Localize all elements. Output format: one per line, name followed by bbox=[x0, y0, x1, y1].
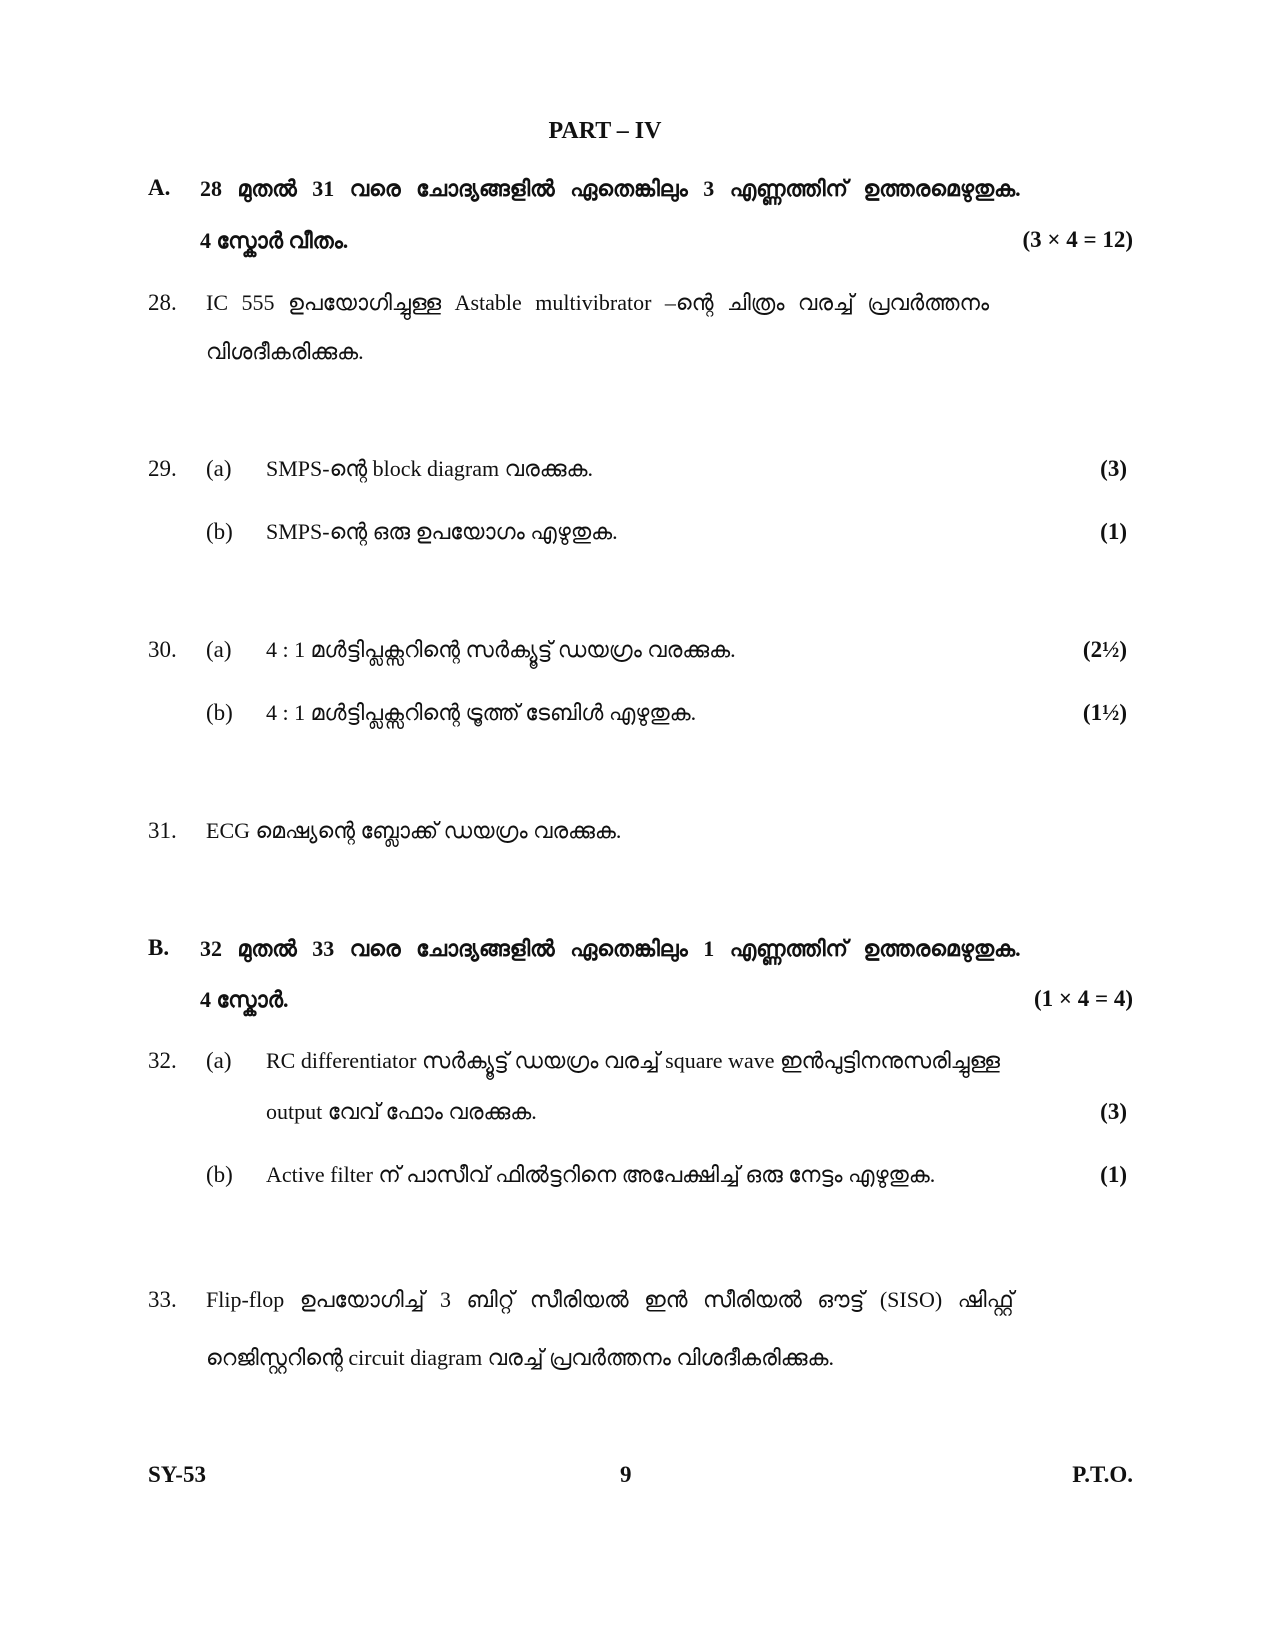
subpart-text-a-line1: RC differentiator സർക്യൂട്ട് ഡയഗ്രം വരച്ച് square wave ഇൻപുട്ടിനനുസരിച്ചുള്ള bbox=[266, 1048, 1000, 1073]
subpart-label-b: (b) bbox=[206, 519, 233, 544]
subpart-text-b: 4 : 1 മൾട്ടിപ്ലക്സറിന്റെ ട്രൂത്ത് ടേബിൾ എഴുതുക. bbox=[266, 700, 697, 725]
section-a-score-text: 4 സ്കോർ വീതം. bbox=[200, 228, 349, 253]
question-number: 28. bbox=[148, 290, 177, 315]
subpart-mark-a: (2½) bbox=[1082, 637, 1127, 662]
subpart-label-b: (b) bbox=[206, 700, 233, 725]
subpart-text-b: SMPS-ന്റെ ഒരു ഉപയോഗം എഴുതുക. bbox=[266, 519, 618, 544]
question-text-line1: IC 555 ഉപയോഗിച്ചുള്ള Astable multivibrator –ന്റെ ചിത്രം വരച്ച് പ്രവർത്തനം bbox=[206, 290, 990, 315]
subpart-label-a: (a) bbox=[206, 637, 232, 662]
section-b-instruction: 32 മുതൽ 33 വരെ ചോദ്യങ്ങളിൽ ഏതെങ്കിലും 1 എണ്ണത്തിന് ഉത്തരമെഴുതുക. bbox=[200, 936, 1021, 961]
subpart-label-a: (a) bbox=[206, 1048, 232, 1073]
subpart-text-a: 4 : 1 മൾട്ടിപ്ലക്സറിന്റെ സർക്യൂട്ട് ഡയഗ്രം വരക്കുക. bbox=[266, 637, 736, 662]
subpart-label-a: (a) bbox=[206, 456, 232, 481]
subpart-mark-a: (3) bbox=[1100, 1099, 1127, 1124]
footer-pto: P.T.O. bbox=[1072, 1462, 1133, 1487]
section-a-formula: (3 × 4 = 12) bbox=[1022, 227, 1133, 252]
question-text: ECG മെഷ്യന്റെ ബ്ലോക്ക് ഡയഗ്രം വരക്കുക. bbox=[206, 818, 622, 843]
footer-code: SY-53 bbox=[148, 1462, 206, 1487]
footer-page-number: 9 bbox=[620, 1462, 632, 1487]
subpart-text-a-line2: output വേവ് ഫോം വരക്കുക. bbox=[266, 1099, 537, 1124]
question-text-line1: Flip-flop ഉപയോഗിച്ച് 3 ബിറ്റ് സീരിയൽ ഇൻ സീരിയൽ ഔട്ട് (SISO) ഷിഫ്റ്റ് bbox=[206, 1287, 1014, 1312]
question-number: 33. bbox=[148, 1287, 177, 1312]
subpart-text-a: SMPS-ന്റെ block diagram വരക്കുക. bbox=[266, 456, 593, 481]
section-a-letter: A. bbox=[148, 175, 171, 200]
subpart-label-b: (b) bbox=[206, 1162, 233, 1187]
question-text-line2: റെജിസ്റ്ററിന്റെ circuit diagram വരച്ച് പ്രവർത്തനം വിശദീകരിക്കുക. bbox=[206, 1345, 835, 1370]
section-b-formula: (1 × 4 = 4) bbox=[1033, 986, 1133, 1011]
section-b-letter: B. bbox=[148, 935, 170, 960]
subpart-text-b: Active filter ന് പാസീവ് ഫിൽട്ടറിനെ അപേക്ഷിച്ച് ഒരു നേട്ടം എഴുതുക. bbox=[266, 1162, 936, 1187]
question-number: 30. bbox=[148, 637, 177, 662]
subpart-mark-b: (1) bbox=[1100, 519, 1127, 544]
section-a-instruction: 28 മുതൽ 31 വരെ ചോദ്യങ്ങളിൽ ഏതെങ്കിലും 3 എണ്ണത്തിന് ഉത്തരമെഴുതുക. bbox=[200, 176, 1021, 201]
subpart-mark-b: (1) bbox=[1100, 1162, 1127, 1187]
question-number: 29. bbox=[148, 456, 177, 481]
question-text-line2: വിശദീകരിക്കുക. bbox=[206, 339, 364, 364]
section-b-score-text: 4 സ്കോർ. bbox=[200, 987, 289, 1012]
subpart-mark-b: (1½) bbox=[1082, 700, 1127, 725]
question-number: 31. bbox=[148, 818, 177, 843]
part-title: PART – IV bbox=[548, 118, 662, 144]
question-number: 32. bbox=[148, 1048, 177, 1073]
subpart-mark-a: (3) bbox=[1100, 456, 1127, 481]
